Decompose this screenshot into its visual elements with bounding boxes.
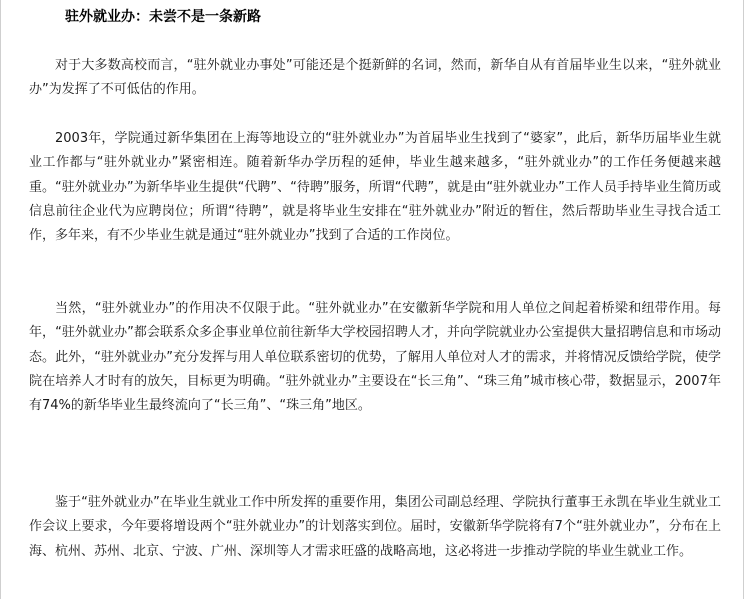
article-paragraph-3: 当然，“驻外就业办”的作用决不仅限于此。“驻外就业办”在安徽新华学院和用人单位之间起着桥梁和纽带作用。每年，“驻外就业办”都会联系众多企事业单位前往新华大学校园招聘人才，并向学院就业办公室提供大量招聘信息和市场动态。此外，“驻外就业办”充分发挥与用人单位联系密切的优势，了解用人单位对人才的需求，并将情况反馈给学院，使学院在培养人才时有的放矢，目标更为明确。“驻外就业办”主要设在“长三角”、“珠三角”城市核心带，数据显示，2007年有74%的新华毕业生最终流向了“长三角”、“珠三角”地区。: [29, 301, 721, 414]
article-paragraph-1: 对于大多数高校而言，“驻外就业办事处”可能还是个挺新鲜的名词，然而，新华自从有首届毕业生以来，“驻外就业办”为发挥了不可低估的作用。: [29, 58, 721, 98]
article-title: 驻外就业办：未尝不是一条新路: [65, 9, 261, 25]
article-paragraph-2: 2003年，学院通过新华集团在上海等地设立的“驻外就业办”为首届毕业生找到了“婆家”，此后，新华历届毕业生就业工作都与“驻外就业办”紧密相连。随着新华办学历程的延伸，毕业生越来越多，“驻外就业办”的工作任务便越来越重。“驻外就业办”为新华毕业生提供“代聘”、“待聘”服务，所谓“代聘”，就是由“驻外就业办”工作人员手持毕业生简历或信息前往企业代为应聘岗位；所谓“待聘”，就是将毕业生安排在“驻外就业办”附近的暂住，然后帮助毕业生寻找合适工作，多年来，有不少毕业生就是通过“驻外就业办”找到了合适的工作岗位。: [29, 131, 721, 244]
article-paragraph-4: 鉴于“驻外就业办”在毕业生就业工作中所发挥的重要作用，集团公司副总经理、学院执行董事王永凯在毕业生就业工作会议上要求，今年要将增设两个“驻外就业办”的计划落实到位。届时，安徽新华学院将有7个“驻外就业办”，分布在上海、杭州、苏州、北京、宁波、广州、深圳等人才需求旺盛的战略高地，这必将进一步推动学院的毕业生就业工作。: [29, 495, 721, 559]
